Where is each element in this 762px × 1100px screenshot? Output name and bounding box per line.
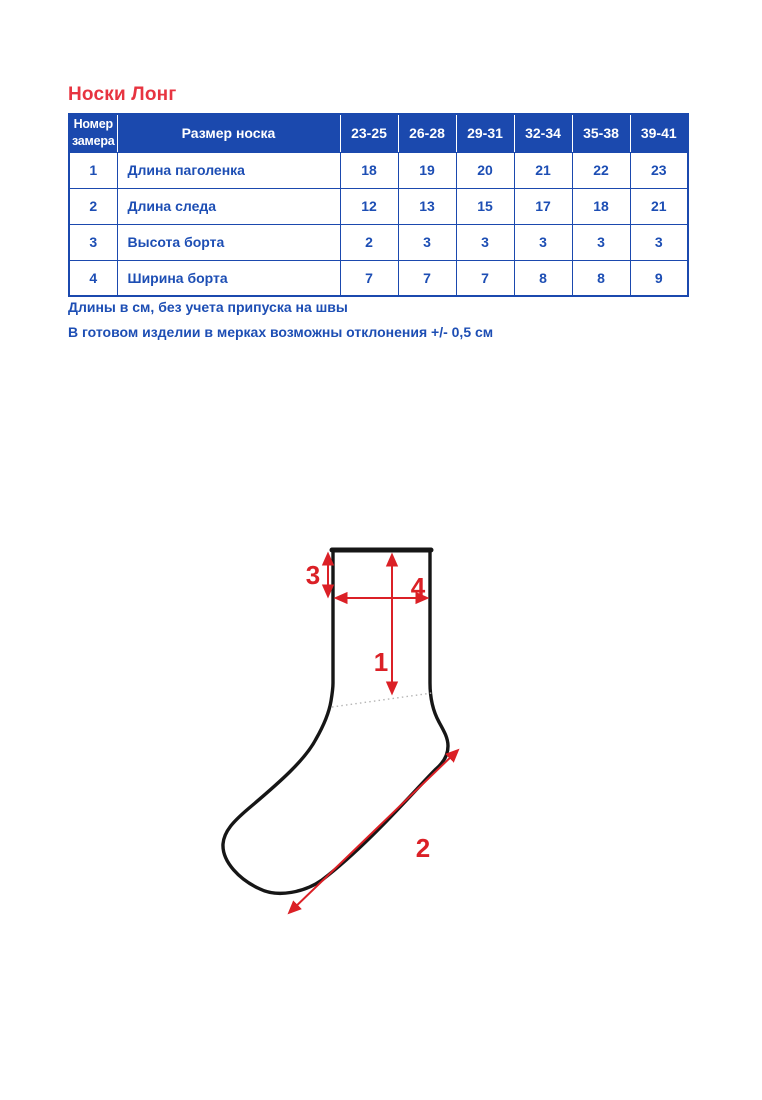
cell-value: 20: [456, 152, 514, 188]
cell-value: 7: [398, 260, 456, 296]
table-row: [69, 260, 688, 296]
cell-value: 15: [456, 188, 514, 224]
marker-2-label: 2: [415, 833, 431, 863]
cell-value: 21: [630, 188, 688, 224]
cell-value: 7: [340, 260, 398, 296]
size-table: [68, 113, 689, 297]
row-number: 2: [69, 188, 117, 224]
cell-value: 3: [514, 224, 572, 260]
table-row: [69, 224, 688, 260]
cell-value: 21: [514, 152, 572, 188]
sock-measurement-diagram: [210, 535, 500, 925]
cell-value: 17: [514, 188, 572, 224]
row-label: Длина следа: [117, 188, 340, 224]
header-size-32-34: 32-34: [514, 114, 572, 152]
cell-value: 2: [340, 224, 398, 260]
cell-value: 7: [456, 260, 514, 296]
cell-value: 19: [398, 152, 456, 188]
cell-value: 18: [340, 152, 398, 188]
header-size-29-31: 29-31: [456, 114, 514, 152]
row-number: 1: [69, 152, 117, 188]
marker-1-label: 1: [373, 647, 389, 677]
header-sock-size: Размер носка: [117, 114, 340, 152]
row-number: 3: [69, 224, 117, 260]
cell-value: 3: [398, 224, 456, 260]
cell-value: 9: [630, 260, 688, 296]
marker-4-label: 4: [410, 572, 426, 602]
cell-value: 18: [572, 188, 630, 224]
note-tolerance: В готовом изделии в мерках возможны отклонения +/- 0,5 см: [68, 324, 494, 340]
cell-value: 8: [514, 260, 572, 296]
cell-value: 12: [340, 188, 398, 224]
row-label: Высота борта: [117, 224, 340, 260]
note-units: Длины в см, без учета припуска на швы: [68, 299, 348, 315]
row-label: Ширина борта: [117, 260, 340, 296]
table-row: [69, 188, 688, 224]
header-size-26-28: 26-28: [398, 114, 456, 152]
header-size-35-38: 35-38: [572, 114, 630, 152]
cell-value: 3: [572, 224, 630, 260]
marker-3-label: 3: [305, 560, 321, 590]
cell-value: 3: [456, 224, 514, 260]
header-size-23-25: 23-25: [340, 114, 398, 152]
cell-value: 22: [572, 152, 630, 188]
table-row: [69, 152, 688, 188]
cell-value: 23: [630, 152, 688, 188]
header-measure-number: Номер замера: [69, 114, 117, 152]
size-table-header-row: [69, 114, 688, 152]
size-table-container: [68, 113, 689, 297]
cell-value: 13: [398, 188, 456, 224]
row-label: Длина паголенка: [117, 152, 340, 188]
cell-value: 3: [630, 224, 688, 260]
header-size-39-41: 39-41: [630, 114, 688, 152]
cell-value: 8: [572, 260, 630, 296]
page-title: Носки Лонг: [68, 84, 177, 105]
row-number: 4: [69, 260, 117, 296]
